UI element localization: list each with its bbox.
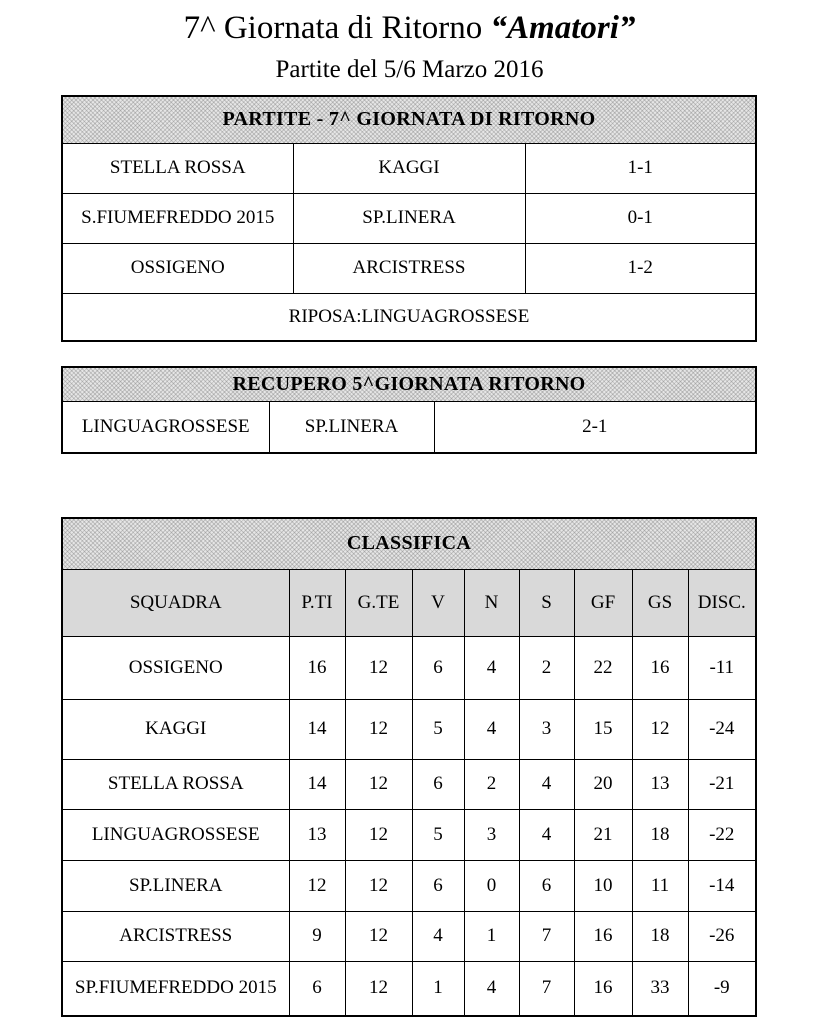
team-name: LINGUAGROSSESE xyxy=(62,809,289,860)
recovery-title: RECUPERO 5^GIORNATA RITORNO xyxy=(62,367,756,401)
recovery-home-team: LINGUAGROSSESE xyxy=(62,401,269,453)
table-row xyxy=(62,636,756,699)
goals-for-cell: 16 xyxy=(574,961,632,1016)
discipline-cell: -11 xyxy=(688,636,756,699)
wins-cell: 6 xyxy=(412,759,464,809)
team-name: KAGGI xyxy=(62,699,289,759)
losses-cell: 4 xyxy=(519,759,574,809)
column-header: GS xyxy=(632,569,688,636)
team-name: STELLA ROSSA xyxy=(62,759,289,809)
draws-cell: 0 xyxy=(464,860,519,911)
losses-cell: 4 xyxy=(519,809,574,860)
draws-cell: 4 xyxy=(464,699,519,759)
wins-cell: 5 xyxy=(412,699,464,759)
discipline-cell: -22 xyxy=(688,809,756,860)
draws-cell: 4 xyxy=(464,636,519,699)
wins-cell: 1 xyxy=(412,961,464,1016)
column-header: DISC. xyxy=(688,569,756,636)
played-cell: 12 xyxy=(345,636,412,699)
losses-cell: 2 xyxy=(519,636,574,699)
match-row xyxy=(62,243,756,293)
table-row xyxy=(62,911,756,961)
match-score: 1-1 xyxy=(525,143,756,193)
goals-for-cell: 15 xyxy=(574,699,632,759)
goals-against-cell: 33 xyxy=(632,961,688,1016)
page-title xyxy=(0,8,819,48)
goals-against-cell: 18 xyxy=(632,911,688,961)
team-name: SP.LINERA xyxy=(62,860,289,911)
table-row xyxy=(62,759,756,809)
points-cell: 14 xyxy=(289,759,345,809)
standings-title: CLASSIFICA xyxy=(62,518,756,569)
goals-against-cell: 11 xyxy=(632,860,688,911)
matches-table xyxy=(61,95,757,342)
match-row xyxy=(62,143,756,193)
points-cell: 12 xyxy=(289,860,345,911)
goals-for-cell: 21 xyxy=(574,809,632,860)
page-subtitle: Partite del 5/6 Marzo 2016 xyxy=(275,56,544,83)
goals-for-cell: 16 xyxy=(574,911,632,961)
played-cell: 12 xyxy=(345,809,412,860)
goals-for-cell: 10 xyxy=(574,860,632,911)
rest-team: RIPOSA:LINGUAGROSSESE xyxy=(62,293,756,341)
match-row xyxy=(62,193,756,243)
discipline-cell: -26 xyxy=(688,911,756,961)
recovery-score: 2-1 xyxy=(434,401,756,453)
goals-for-cell: 22 xyxy=(574,636,632,699)
points-cell: 13 xyxy=(289,809,345,860)
column-header: N xyxy=(464,569,519,636)
column-header: SQUADRA xyxy=(62,569,289,636)
points-cell: 16 xyxy=(289,636,345,699)
wins-cell: 6 xyxy=(412,860,464,911)
discipline-cell: -9 xyxy=(688,961,756,1016)
match-away-team: SP.LINERA xyxy=(293,193,525,243)
match-home-team: STELLA ROSSA xyxy=(62,143,293,193)
losses-cell: 7 xyxy=(519,961,574,1016)
played-cell: 12 xyxy=(345,961,412,1016)
matches-title: PARTITE - 7^ GIORNATA DI RITORNO xyxy=(62,96,756,143)
discipline-cell: -14 xyxy=(688,860,756,911)
match-score: 0-1 xyxy=(525,193,756,243)
losses-cell: 6 xyxy=(519,860,574,911)
column-header: V xyxy=(412,569,464,636)
goals-against-cell: 18 xyxy=(632,809,688,860)
goals-against-cell: 16 xyxy=(632,636,688,699)
played-cell: 12 xyxy=(345,699,412,759)
draws-cell: 2 xyxy=(464,759,519,809)
match-score: 1-2 xyxy=(525,243,756,293)
match-away-team: KAGGI xyxy=(293,143,525,193)
column-header: GF xyxy=(574,569,632,636)
discipline-cell: -24 xyxy=(688,699,756,759)
standings-header-row xyxy=(62,569,756,636)
team-name: SP.FIUMEFREDDO 2015 xyxy=(62,961,289,1016)
draws-cell: 1 xyxy=(464,911,519,961)
title-highlight: “Amatori” xyxy=(490,10,636,46)
draws-cell: 4 xyxy=(464,961,519,1016)
goals-against-cell: 12 xyxy=(632,699,688,759)
wins-cell: 5 xyxy=(412,809,464,860)
table-row xyxy=(62,699,756,759)
draws-cell: 3 xyxy=(464,809,519,860)
losses-cell: 3 xyxy=(519,699,574,759)
wins-cell: 6 xyxy=(412,636,464,699)
points-cell: 6 xyxy=(289,961,345,1016)
match-home-team: S.FIUMEFREDDO 2015 xyxy=(62,193,293,243)
discipline-cell: -21 xyxy=(688,759,756,809)
points-cell: 9 xyxy=(289,911,345,961)
recovery-away-team: SP.LINERA xyxy=(269,401,434,453)
title-prefix: 7^ Giornata di Ritorno xyxy=(183,10,491,46)
column-header: G.TE xyxy=(345,569,412,636)
standings-table xyxy=(61,517,757,1017)
played-cell: 12 xyxy=(345,759,412,809)
recovery-table xyxy=(61,366,757,454)
wins-cell: 4 xyxy=(412,911,464,961)
team-name: OSSIGENO xyxy=(62,636,289,699)
points-cell: 14 xyxy=(289,699,345,759)
recovery-row xyxy=(62,401,756,453)
column-header: S xyxy=(519,569,574,636)
match-away-team: ARCISTRESS xyxy=(293,243,525,293)
table-row xyxy=(62,860,756,911)
losses-cell: 7 xyxy=(519,911,574,961)
played-cell: 12 xyxy=(345,860,412,911)
goals-against-cell: 13 xyxy=(632,759,688,809)
goals-for-cell: 20 xyxy=(574,759,632,809)
match-home-team: OSSIGENO xyxy=(62,243,293,293)
table-row xyxy=(62,809,756,860)
table-row xyxy=(62,961,756,1016)
played-cell: 12 xyxy=(345,911,412,961)
column-header: P.TI xyxy=(289,569,345,636)
team-name: ARCISTRESS xyxy=(62,911,289,961)
